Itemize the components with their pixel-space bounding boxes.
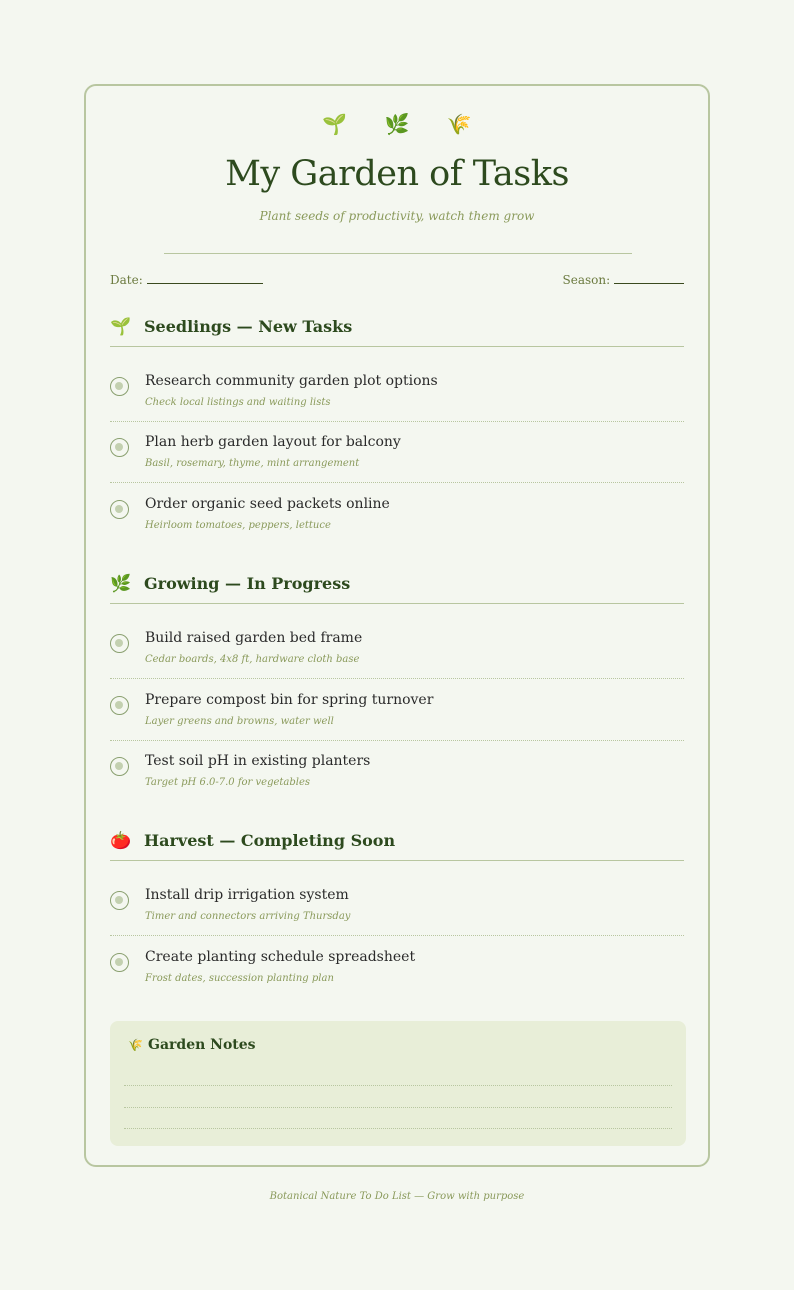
task-checkbox[interactable] — [110, 500, 129, 519]
task-note: Layer greens and browns, water well — [145, 716, 334, 727]
task-item — [110, 936, 684, 998]
section-title: Growing — In Progress — [144, 574, 351, 593]
task-checkbox[interactable] — [110, 757, 129, 776]
task-title: Research community garden plot options — [145, 373, 438, 389]
wheat-icon: 🌾 — [446, 112, 472, 136]
task-title: Prepare compost bin for spring turnover — [145, 692, 434, 708]
task-checkbox[interactable] — [110, 377, 129, 396]
task-checkbox[interactable] — [110, 953, 129, 972]
garden-notes-header — [128, 1037, 256, 1053]
task-item — [110, 483, 684, 545]
task-title: Build raised garden bed frame — [145, 630, 363, 646]
task-checkbox[interactable] — [110, 696, 129, 715]
footer-text: Botanical Nature To Do List — Grow with purpose — [269, 1191, 525, 1202]
task-checkbox[interactable] — [110, 891, 129, 910]
task-note: Timer and connectors arriving Thursday — [145, 911, 351, 922]
header-icons — [86, 112, 708, 136]
herb-icon: 🌿 — [110, 573, 132, 594]
herb-icon: 🌿 — [384, 112, 410, 136]
task-title: Create planting schedule spreadsheet — [145, 949, 416, 965]
task-item — [110, 360, 684, 422]
task-checkbox[interactable] — [110, 634, 129, 653]
date-label: Date: — [110, 273, 143, 287]
meta-row — [110, 272, 684, 287]
seedling-icon: 🌱 — [322, 112, 348, 136]
date-field[interactable] — [110, 272, 263, 287]
task-note: Check local listings and waiting lists — [145, 397, 331, 408]
task-item — [110, 679, 684, 741]
todo-card — [84, 84, 710, 1167]
seedling-icon: 🌱 — [110, 316, 132, 337]
title-divider — [164, 253, 632, 254]
section-title: Seedlings — New Tasks — [144, 317, 353, 336]
season-input[interactable] — [614, 272, 684, 284]
task-title: Plan herb garden layout for balcony — [145, 434, 401, 450]
section-harvest-header — [110, 821, 684, 861]
tomato-icon: 🍅 — [110, 830, 132, 851]
task-note: Frost dates, succession planting plan — [145, 973, 334, 984]
date-input[interactable] — [147, 272, 263, 284]
wheat-icon: 🌾 — [128, 1038, 143, 1052]
note-line[interactable] — [124, 1107, 672, 1108]
task-title: Install drip irrigation system — [145, 887, 349, 903]
task-note: Basil, rosemary, thyme, mint arrangement — [145, 458, 360, 469]
page-title: My Garden of Tasks — [225, 154, 569, 194]
garden-notes-box — [110, 1021, 686, 1146]
section-growing-header — [110, 564, 684, 604]
task-note: Heirloom tomatoes, peppers, lettuce — [145, 520, 331, 531]
task-note: Cedar boards, 4x8 ft, hardware cloth base — [145, 654, 360, 665]
task-item — [110, 874, 684, 936]
note-line[interactable] — [124, 1128, 672, 1129]
task-title: Test soil pH in existing planters — [145, 753, 371, 769]
section-seedlings-header — [110, 307, 684, 347]
section-title: Harvest — Completing Soon — [144, 831, 396, 850]
garden-notes-title: Garden Notes — [148, 1037, 256, 1053]
page-subtitle: Plant seeds of productivity, watch them grow — [259, 209, 535, 223]
task-note: Target pH 6.0-7.0 for vegetables — [145, 777, 311, 788]
season-field[interactable] — [563, 272, 684, 287]
task-item — [110, 740, 684, 802]
task-item — [110, 421, 684, 483]
task-title: Order organic seed packets online — [145, 496, 390, 512]
season-label: Season: — [562, 273, 611, 287]
task-checkbox[interactable] — [110, 438, 129, 457]
task-item — [110, 617, 684, 679]
note-line[interactable] — [124, 1085, 672, 1086]
